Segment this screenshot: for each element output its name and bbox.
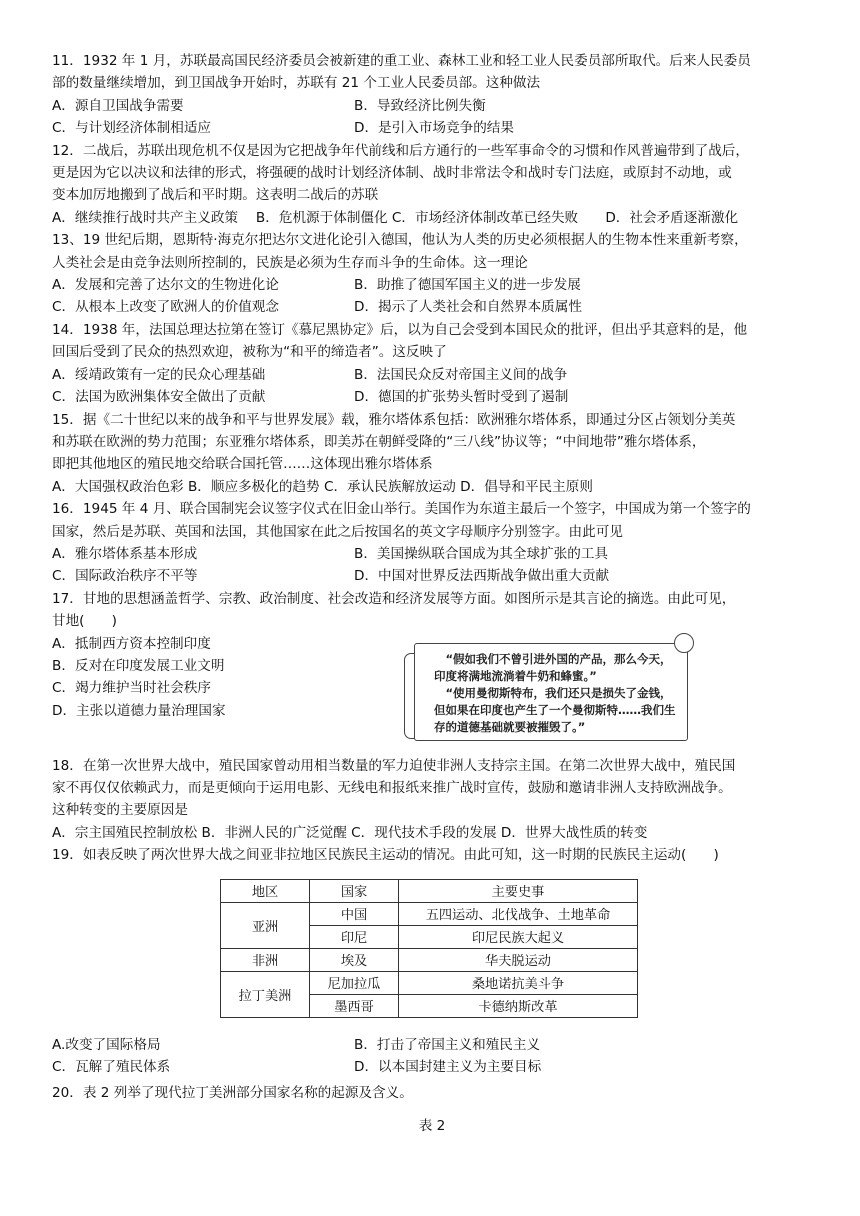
question-stem: 16．1945 年 4 月、联合国制宪会议签字仪式在旧金山举行。美国作为东道主最后一个签字，中国成为第一个签字的 [52,501,751,518]
question-stem: 12．二战后，苏联出现危机不仅是因为它把战争年代前线和后方通行的一些军事命令的习惯和作风普遍带到了战后， [52,142,749,159]
question-stem: 变本加厉地搬到了战后和平时期。这表明二战后的苏联 [52,187,379,204]
question-stem: 20．表 2 列举了现代拉丁美洲部分国家名称的起源及含义。 [52,1085,413,1102]
option-c: C．国际政治秩序不平等 [52,568,198,585]
question-13 [52,229,812,319]
table-row [221,948,638,971]
question-stem: 国家，然后是苏联、英国和法国，其他国家在此之后按国名的英文字母顺序分别签字。由此可见 [52,523,623,540]
options-line: A．大国强权政治色彩 B．顺应多极化的趋势 C．承认民族解放运动 D．倡导和平民主原则 [52,478,593,495]
question-stem: 家不再仅仅依赖武力，而是更倾向于运用电影、无线电和报纸来推广战时宣传，鼓励和邀请非洲人支持欧洲战争。 [52,779,732,796]
question-stem: 和苏联在欧洲的势力范围；东亚雅尔塔体系，即美苏在朝鲜受降的“三八线”协议等；“中间地带”雅尔塔体系， [52,433,706,450]
question-stem: 人类社会是由竞争法则所控制的，民族是必须为生存而斗争的生命体。这一理论 [52,254,528,271]
quote-paragraph: “使用曼彻斯特布，我们还只是损失了金钱，但如果在印度也产生了一个曼彻斯特……我们生存的道德基础就要被摧毁了。” [434,685,676,734]
question-stem: 甘地( ) [52,613,117,630]
option-c: C．法国为欧洲集体安全做出了贡献 [52,389,266,406]
option-c: C．从根本上改变了欧洲人的价值观念 [52,299,279,316]
option-a: A．发展和完善了达尔文的生物进化论 [52,277,279,294]
event-cell: 五四运动、北伐战争、土地革命 [399,902,638,925]
region-cell: 非洲 [221,948,310,971]
option-a: A．绥靖政策有一定的民众心理基础 [52,366,266,383]
question-stem: 17．甘地的思想涵盖哲学、宗教、政治制度、社会改造和经济发展等方面。如图所示是其言论的摘选。由此可见， [52,590,736,607]
question-stem: 14．1938 年，法国总理达拉第在签订《慕尼黑协定》后，以为自己会受到本国民众的批评，但出乎其意料的是，他 [52,321,748,338]
option-b: B．反对在印度发展工业文明 [52,657,225,674]
question-stem: 18．在第一次世界大战中，殖民国家曾动用相当数量的军力迫使非洲人支持宗主国。在第二次世界大战中，殖民国 [52,757,736,774]
question-20 [52,1082,812,1137]
country-cell: 埃及 [310,948,399,971]
option-b: B．导致经济比例失衡 [354,97,486,114]
option-d: D．主张以道德力量治理国家 [52,702,226,719]
event-cell: 卡德纳斯改革 [399,994,638,1017]
country-cell: 墨西哥 [310,994,399,1017]
question-12 [52,140,812,230]
question-15 [52,409,812,499]
option-d: D．中国对世界反法西斯战争做出重大贡献 [354,568,610,585]
region-cell: 亚洲 [221,902,310,948]
question-14 [52,319,812,409]
country-cell: 中国 [310,902,399,925]
question-17 [52,588,812,745]
movements-table [220,879,638,1018]
option-a: A．源自卫国战争需要 [52,97,184,114]
option-b: B．法国民众反对帝国主义间的战争 [354,366,568,383]
options-line: A．宗主国殖民控制放松 B．非洲人民的广泛觉醒 C．现代技术手段的发展 D．世界大战性质的转变 [52,824,648,841]
option-c: C．瓦解了殖民体系 [52,1059,171,1075]
question-stem: 即把其他地区的殖民地交给联合国托管……这体现出雅尔塔体系 [52,456,433,473]
option-a: A.改变了国际格局 [52,1036,161,1053]
event-cell: 桑地诺抗美斗争 [399,971,638,994]
question-stem: 11．1932 年 1 月，苏联最高国民经济委员会被新建的重工业、森林工业和轻工业人民委员部所取代。后来人民委员 [52,53,751,69]
table-header: 国家 [310,879,399,902]
question-stem: 这种转变的主要原因是 [52,802,188,819]
option-d: D．德国的扩张势头暂时受到了遏制 [354,389,569,406]
option-b: B．打击了帝国主义和殖民主义 [354,1036,541,1053]
table-header: 主要史事 [399,879,638,902]
table-header: 地区 [221,879,310,902]
option-a: A．雅尔塔体系基本形成 [52,545,198,562]
scroll-curl-top [674,633,694,653]
quote-scroll-figure [404,637,694,745]
event-cell: 华夫脱运动 [399,948,638,971]
event-cell: 印尼民族大起义 [399,925,638,948]
question-stem: 部的数量继续增加，到卫国战争开始时，苏联有 21 个工业人民委员部。这种做法 [52,75,541,92]
table-header-row [221,879,638,902]
country-cell: 尼加拉瓜 [310,971,399,994]
question-stem: 19．如表反映了两次世界大战之间亚非拉地区民族民主运动的情况。由此可知，这一时期的民族民主运动( ) [52,847,719,864]
region-cell: 拉丁美洲 [221,971,310,1017]
question-16 [52,498,812,588]
question-18 [52,755,812,845]
option-d: D．以本国封建主义为主要目标 [354,1059,542,1075]
exam-page [52,50,812,1137]
option-d: D．揭示了人类社会和自然界本质属性 [354,299,582,316]
question-stem: 13、19 世纪后期，恩斯特·海克尔把达尔文进化论引入德国，他认为人类的历史必须根据人的生物本性来重新考察， [52,232,748,249]
country-cell: 印尼 [310,925,399,948]
option-c: C．竭力维护当时社会秩序 [52,680,212,697]
option-d: D．是引入市场竞争的结果 [354,120,514,137]
question-11 [52,50,812,140]
quote-paragraph: “假如我们不曾引进外国的产品，那么今天，印度将满地流淌着牛奶和蜂蜜。” [434,651,672,683]
option-b: B．助推了德国军国主义的进一步发展 [354,277,581,294]
question-stem: 更是因为它以决议和法律的形式，将强硬的战时计划经济体制、战时非常法令和战时专门法庭，或原封不动地，或 [52,165,732,182]
question-19 [52,844,812,1078]
option-c: C．与计划经济体制相适应 [52,120,212,137]
option-b: B．美国操纵联合国成为其全球扩张的工具 [354,545,609,562]
option-a: A．抵制西方资本控制印度 [52,635,211,652]
options-line: A．继续推行战时共产主义政策 B．危机源于体制僵化 C．市场经济体制改革已经失败 D．社会矛盾逐渐激化 [52,209,739,226]
table-row [221,902,638,925]
question-stem: 15．据《二十世纪以来的战争和平与世界发展》载，雅尔塔体系包括：欧洲雅尔塔体系，即通过分区占领划分美英 [52,411,736,428]
table-row [221,971,638,994]
table-caption: 表 2 [418,1117,446,1134]
question-stem: 回国后受到了民众的热烈欢迎，被称为“和平的缔造者”。这反映了 [52,344,447,361]
